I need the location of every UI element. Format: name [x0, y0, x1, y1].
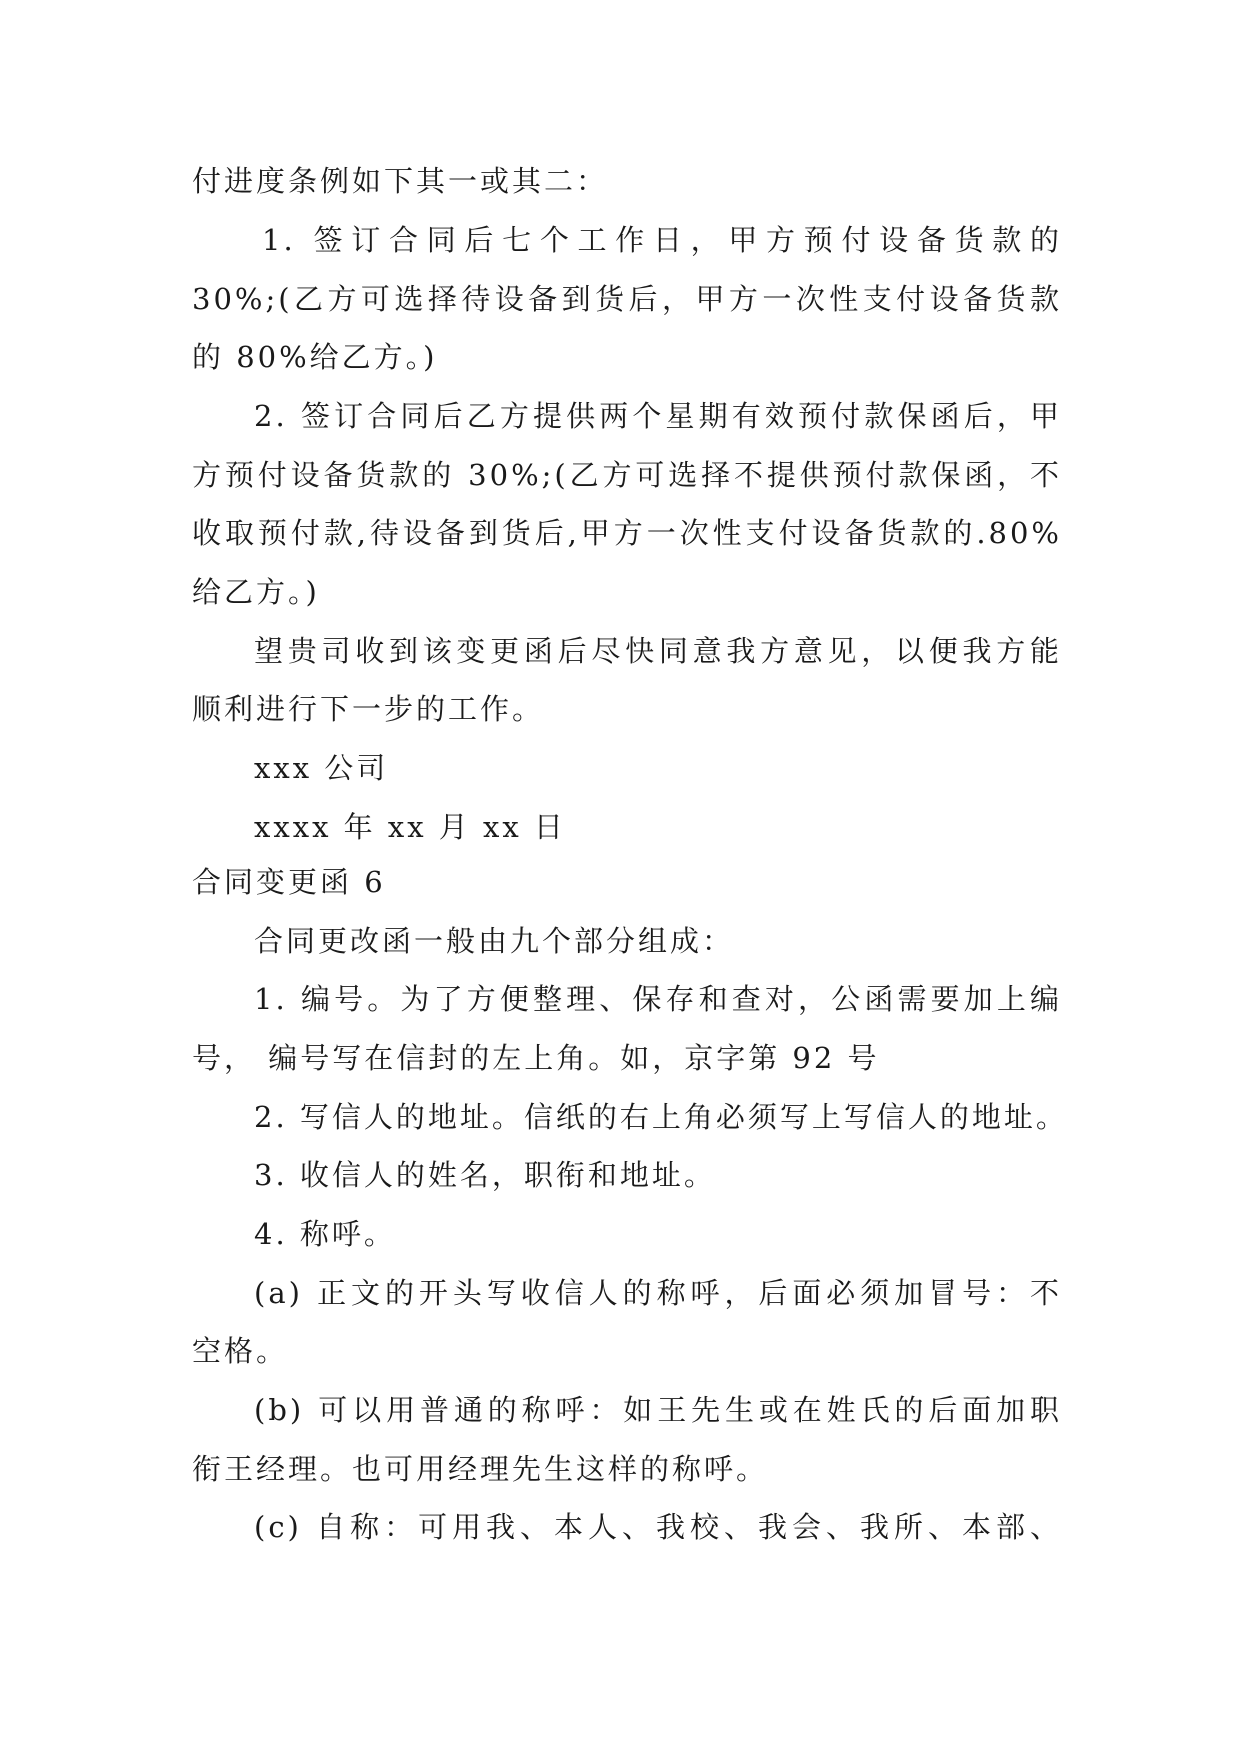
text-line: 合同更改函一般由九个部分组成：: [254, 924, 735, 958]
text-line: 1. 签订合同后七个工作日，甲方预付设备货款的: [262, 223, 1062, 257]
text-line: 方预付设备货款的 30%;(乙方可选择不提供预付款保函，不: [192, 458, 1062, 492]
signature-company: xxx 公司: [254, 751, 389, 785]
text-line: 2. 写信人的地址。信纸的右上角必须写上写信人的地址。: [254, 1100, 1068, 1134]
text-line: 1. 编号。为了方便整理、保存和查对，公函需要加上编: [254, 982, 1062, 1016]
text-line: 30%;(乙方可选择待设备到货后，甲方一次性支付设备货款: [192, 282, 1062, 316]
text-line: (c) 自称：可用我、本人、我校、我会、我所、本部、: [254, 1510, 1062, 1544]
text-line: 4. 称呼。: [254, 1217, 396, 1251]
signature-date: xxxx 年 xx 月 xx 日: [254, 810, 566, 844]
text-line: 衔王经理。也可用经理先生这样的称呼。: [192, 1452, 769, 1486]
text-line: 3. 收信人的姓名，职衔和地址。: [254, 1158, 716, 1192]
text-line: (b) 可以用普通的称呼：如王先生或在姓氏的后面加职: [254, 1393, 1062, 1427]
text-line: 收取预付款,待设备到货后,甲方一次性支付设备货款的.80%: [192, 516, 1062, 550]
section-heading: 合同变更函 6: [192, 865, 386, 899]
text-line: (a) 正文的开头写收信人的称呼，后面必须加冒号：不: [254, 1276, 1062, 1310]
text-line: 给乙方。): [192, 575, 320, 609]
text-line: 号， 编号写在信封的左上角。如，京字第 92 号: [192, 1041, 880, 1075]
text-line: 顺利进行下一步的工作。: [192, 692, 545, 726]
text-line: 付进度条例如下其一或其二：: [192, 164, 609, 198]
text-line: 2. 签订合同后乙方提供两个星期有效预付款保函后，甲: [254, 399, 1062, 433]
text-line: 空格。: [192, 1334, 289, 1368]
text-line: 的 80%给乙方。): [192, 340, 438, 374]
text-line: 望贵司收到该变更函后尽快同意我方意见，以便我方能: [254, 634, 1062, 668]
